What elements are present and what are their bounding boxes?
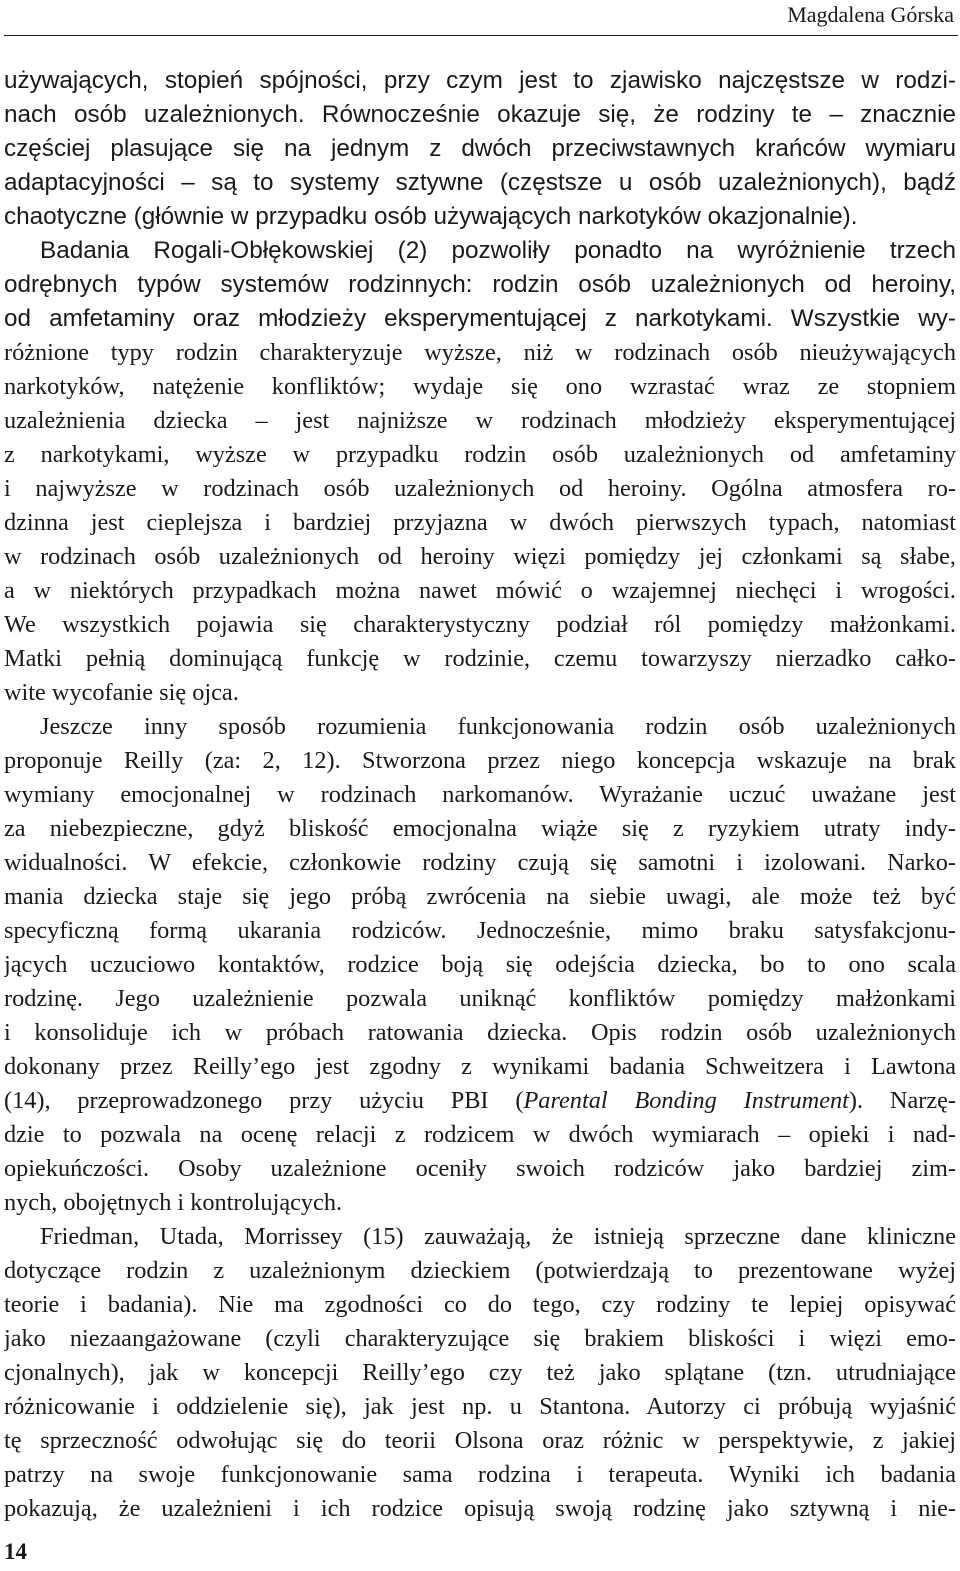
text-line: dzie to pozwala na ocenę relacji z rodzicem w dwóch wymiarach – opieki i nad- [4,1121,956,1148]
text-line: cjonalnych), jak w koncepcji Reilly’ego czy też jako splątane (tzn. utrudniające [4,1359,956,1386]
text-line: nach osób uzależnionych. Równocześnie okazuje się, że rodziny te – znacznie [4,101,956,128]
text-line: Friedman, Utada, Morrissey (15) zauważają, że istnieją sprzeczne dane kliniczne [40,1223,956,1250]
text-line: za niebezpieczne, gdyż bliskość emocjonalna wiąże się z ryzykiem utraty indy- [4,815,956,842]
header-rule [4,35,958,36]
text-line: dotyczące rodzin z uzależnionym dzieckiem (potwierdzają to prezentowane wyżej [4,1257,956,1284]
text-line: nych, obojętnych i kontrolujących. [4,1189,343,1216]
text-line: z narkotykami, wyższe w przypadku rodzin osób uzależnionych od amfetaminy [4,441,956,468]
text-line: jako niezaangażowane (czyli charakteryzujące się brakiem bliskości i więzi emo- [4,1325,956,1352]
text-line: dokonany przez Reilly’ego jest zgodny z wynikami badania Schweitzera i Lawtona [4,1053,956,1080]
text-line: pokazują, że uzależnieni i ich rodzice opisują swoją rodzinę jako sztywną i nie- [4,1495,956,1522]
text-line: mania dziecka staje się jego próbą zwrócenia na siebie uwagi, ale może też być [4,883,956,910]
text-line: specyficzną formą ukarania rodziców. Jednocześnie, mimo braku satysfakcjonu- [4,917,956,944]
text-line: i konsoliduje ich w próbach ratowania dziecka. Opis rodzin osób uzależnionych [4,1019,956,1046]
text-line: różnicowanie i oddzielenie się), jak jest np. u Stantona. Autorzy ci próbują wyjaśnić [4,1393,956,1420]
text-line: Matki pełnią dominującą funkcję w rodzinie, czemu towarzyszy nierzadko całko- [4,645,956,672]
text-line: opiekuńczości. Osoby uzależnione oceniły swoich rodziców jako bardziej zim- [4,1155,956,1182]
text-line: wymiany emocjonalnej w rodzinach narkomanów. Wyrażanie uczuć uważane jest [4,781,956,808]
text-line: patrzy na swoje funkcjonowanie sama rodzina i terapeuta. Wyniki ich badania [4,1461,956,1488]
text-line: używających, stopień spójności, przy czym jest to zjawisko najczęstsze w rodzi- [4,67,956,94]
text-line: odrębnych typów systemów rodzinnych: rodzin osób uzależnionych od heroiny, [4,271,956,298]
text-run: ). Narzę- [848,1087,956,1114]
text-line: Badania Rogali-Obłękowskiej (2) pozwoliły ponadto na wyróżnienie trzech [40,237,956,264]
text-line: adaptacyjności – są to systemy sztywne (częstsze u osób uzależnionych), bądź [4,169,956,196]
text-line: widualności. W efekcie, członkowie rodziny czują się samotni i izolowani. Narko- [4,849,956,876]
text-run: (14), przeprowadzonego przy użyciu PBI ( [4,1087,524,1114]
text-line: a w niektórych przypadkach można nawet mówić o wzajemnej niechęci i wrogości. [4,577,956,604]
text-line: jących uczuciowo kontaktów, rodzice boją się odejścia dziecka, bo to ono scala [4,951,956,978]
text-line: uzależnienia dziecka – jest najniższe w rodzinach młodzieży eksperymentującej [4,407,956,434]
page-number: 14 [4,1539,27,1564]
text-line [4,1084,956,1118]
body-text [4,64,956,1526]
text-line: dzinna jest cieplejsza i bardziej przyjazna w dwóch pierwszych typach, natomiast [4,509,956,536]
text-line: tę sprzeczność odwołując się do teorii Olsona oraz różnic w perspektywie, z jakiej [4,1427,956,1454]
running-header-author: Magdalena Górska [787,2,954,27]
text-line: różnione typy rodzin charakteryzuje wyższe, niż w rodzinach osób nieużywających [4,339,956,366]
italic-title: Parental Bonding Instrument [523,1087,849,1114]
text-line: i najwyższe w rodzinach osób uzależnionych od heroiny. Ogólna atmosfera ro- [4,475,956,502]
text-line: wite wycofanie się ojca. [4,679,239,706]
text-line: narkotyków, natężenie konfliktów; wydaje się ono wzrastać wraz ze stopniem [4,373,956,400]
text-line: od amfetaminy oraz młodzieży eksperymentującej z narkotykami. Wszystkie wy- [4,305,956,332]
text-line: rodzinę. Jego uzależnienie pozwala uniknąć konfliktów pomiędzy małżonkami [4,985,956,1012]
text-line: teorie i badania). Nie ma zgodności co do tego, czy rodziny te lepiej opisywać [4,1291,956,1318]
text-line: częściej plasujące się na jednym z dwóch przeciwstawnych krańców wymiaru [4,135,956,162]
text-line: proponuje Reilly (za: 2, 12). Stworzona przez niego koncepcja wskazuje na brak [4,747,956,774]
text-line: Jeszcze inny sposób rozumienia funkcjonowania rodzin osób uzależnionych [40,713,956,740]
text-line: We wszystkich pojawia się charakterystyczny podział ról pomiędzy małżonkami. [4,611,956,638]
text-line: chaotyczne (głównie w przypadku osób używających narkotyków okazjonalnie). [4,203,858,230]
text-line: w rodzinach osób uzależnionych od heroiny więzi pomiędzy jej członkami są słabe, [4,543,956,570]
